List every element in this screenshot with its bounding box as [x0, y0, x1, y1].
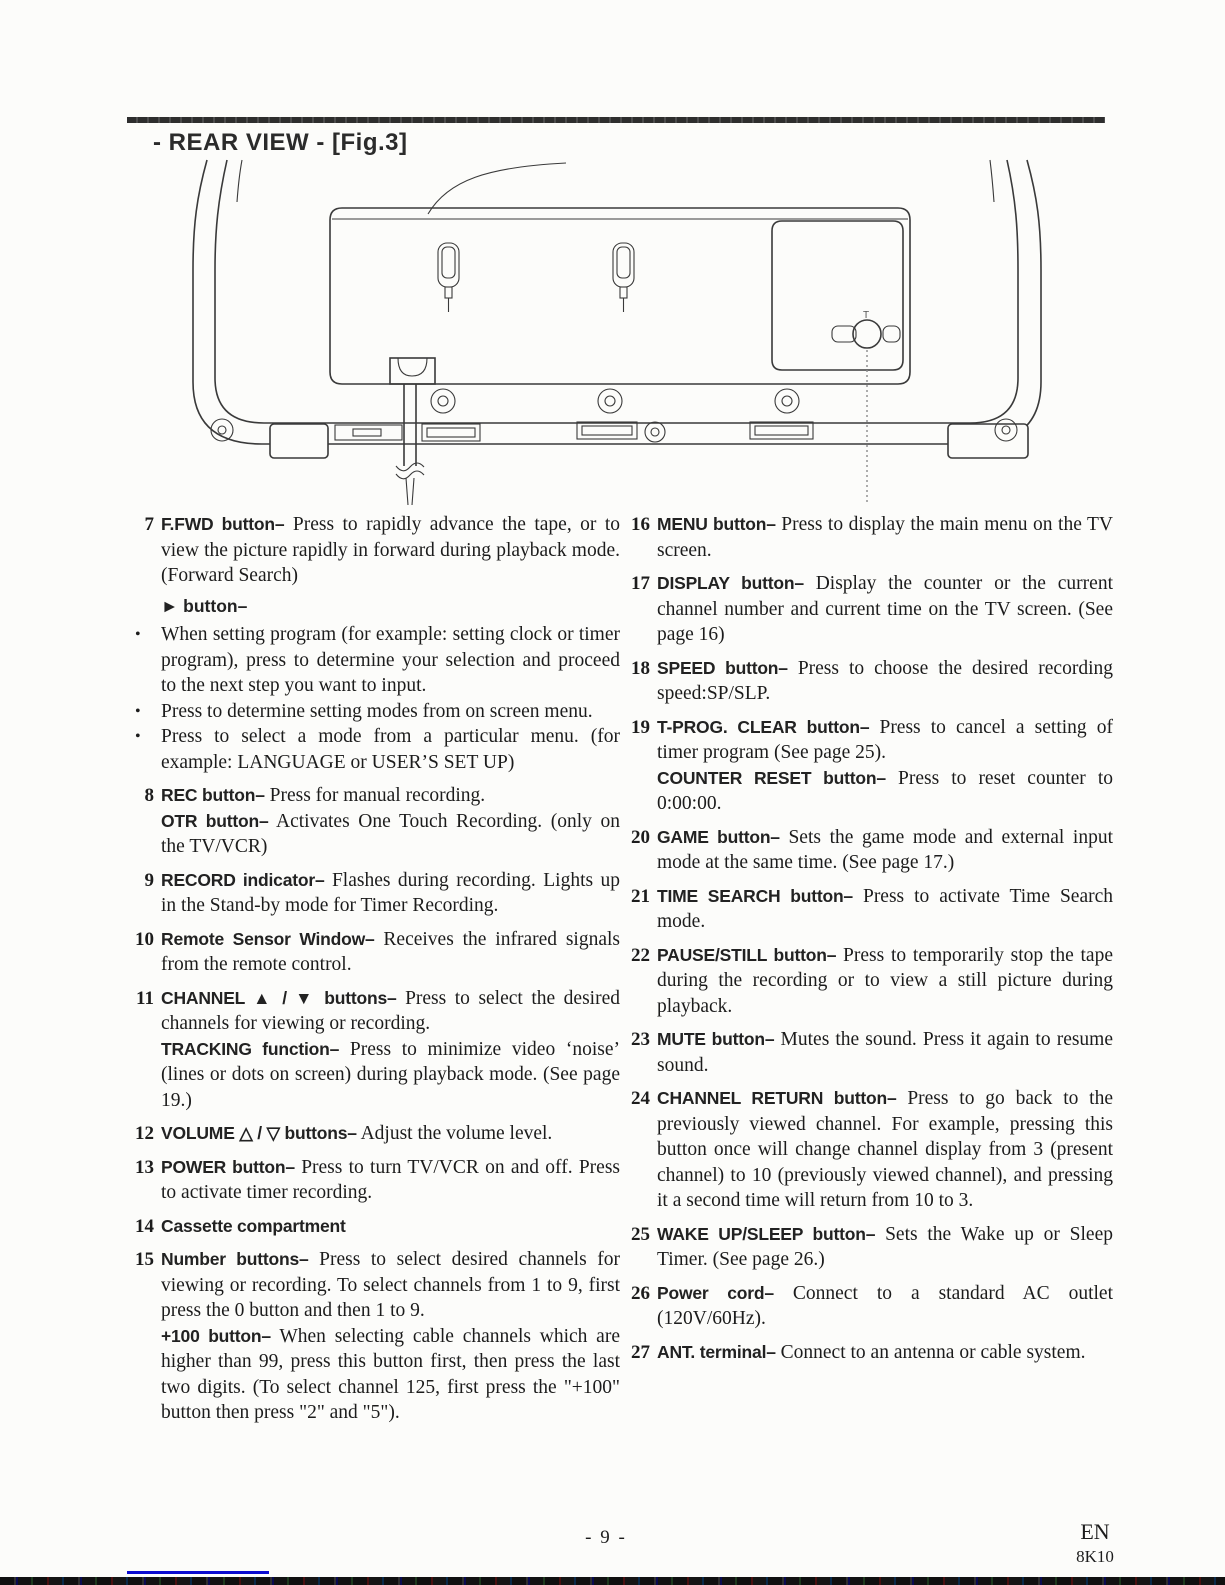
item-label: Number buttons– — [161, 1249, 309, 1269]
list-item — [624, 512, 1113, 563]
bullet-marker: • — [135, 728, 141, 745]
item-part — [161, 1037, 620, 1114]
item-label: POWER button– — [161, 1156, 295, 1177]
item-part — [657, 571, 1113, 648]
item-part — [657, 656, 1113, 707]
vent-hook-slot — [438, 243, 459, 312]
item-text: Connect to an antenna or cable system. — [780, 1341, 1086, 1363]
item-text: Activates One Touch Recording. (only on the TV/VCR) — [161, 810, 620, 857]
item-label: REC button– — [161, 785, 265, 805]
list-item — [624, 656, 1113, 707]
list-item — [624, 1281, 1113, 1332]
item-label: F.FWD button– — [161, 514, 285, 534]
screw — [431, 389, 455, 413]
cabinet-foot — [948, 424, 1028, 458]
item-text: Press to turn TV/VCR on and off. Press to activate timer recording. — [161, 1156, 621, 1203]
section-divider-rule — [127, 117, 1105, 123]
item-number: 26 — [631, 1282, 650, 1304]
item-part — [657, 943, 1113, 1020]
item-label: CHANNEL RETURN button– — [657, 1088, 897, 1108]
list-item — [128, 868, 620, 919]
bullet-item — [135, 699, 620, 725]
item-label: PAUSE/STILL button– — [657, 944, 837, 965]
item-number: 14 — [135, 1215, 154, 1237]
bullet-text: Press to determine setting modes from on screen menu. — [161, 700, 593, 722]
item-label: Remote Sensor Window– — [161, 928, 375, 949]
item-number: 12 — [135, 1123, 154, 1144]
item-text: Connect to a standard AC outlet (120V/60Hz). — [657, 1282, 1113, 1329]
list-item — [624, 1086, 1113, 1214]
cabinet-crop-line — [990, 160, 994, 202]
cabinet-crop-line — [237, 160, 242, 202]
item-label: Power cord– — [657, 1282, 774, 1303]
item-part — [657, 825, 1113, 876]
right-column — [624, 512, 1113, 1373]
scan-artifact-blue-line — [127, 1571, 269, 1574]
item-number: 24 — [631, 1088, 650, 1109]
item-part — [657, 512, 1113, 563]
cabinet-sweep-line — [428, 163, 566, 214]
list-item — [624, 1222, 1113, 1273]
item-number: 27 — [631, 1341, 650, 1363]
item-text: Press to minimize video ‘noise’ (lines or dots on screen) during playback mode. (See page 19.) — [161, 1038, 621, 1111]
list-item — [128, 512, 620, 775]
item-number: 11 — [136, 987, 154, 1009]
bullet-item — [135, 622, 620, 699]
cabinet-outline — [193, 160, 1041, 444]
item-number: 8 — [144, 785, 154, 806]
item-label: SPEED button– — [657, 657, 788, 678]
bullet-marker: • — [135, 626, 141, 643]
item-text: Press to select desired channels for viewing or recording. To select channels from 1 to 9, first press the 0 button and then 1 to 9. — [161, 1249, 620, 1321]
language-code: EN — [1080, 1519, 1110, 1544]
item-part — [161, 1121, 620, 1147]
item-part — [161, 783, 620, 809]
list-item — [128, 1155, 620, 1206]
item-text: Press to cancel a setting of timer program (See page 25). — [657, 716, 1113, 763]
item-text: Sets the Wake up or Sleep Timer. (See page 26.) — [657, 1223, 1113, 1270]
terminal-label: T — [863, 310, 870, 321]
item-text: Press to go back to the previously viewed channel. For example, pressing this button once will change channel display from 3 (present channel) to 10 (previously viewed channel), and pressing it a second time will return from 10 to 3. — [657, 1088, 1114, 1211]
item-number: 22 — [631, 944, 650, 966]
bullet-text: When setting program (for example: setting clock or timer program), press to determine your selection and proceed to the next step you want to input. — [161, 624, 620, 696]
item-text: Press to choose the desired recording speed:SP/SLP. — [657, 657, 1113, 704]
item-label: +100 button– — [161, 1325, 271, 1346]
item-number: 13 — [135, 1156, 154, 1178]
item-label: COUNTER RESET button– — [657, 767, 886, 788]
item-number: 16 — [631, 514, 650, 535]
item-text: Receives the infrared signals from the remote control. — [161, 928, 620, 975]
bullet-item — [135, 724, 620, 775]
list-item — [128, 1121, 620, 1147]
item-number: 15 — [135, 1249, 154, 1270]
item-part — [161, 1324, 620, 1426]
scan-artifact-noise-band — [0, 1577, 1225, 1585]
list-item — [128, 927, 620, 978]
vent-hook-slot — [613, 243, 634, 312]
bullet-marker: • — [135, 702, 141, 720]
item-part — [657, 1281, 1113, 1332]
item-number: 10 — [135, 928, 154, 950]
item-part — [657, 1222, 1113, 1273]
power-cord — [390, 358, 435, 505]
print-code: 8K10 — [1076, 1547, 1114, 1566]
item-number: 21 — [631, 885, 650, 907]
item-text: Press for manual recording. — [269, 785, 486, 806]
item-text: When selecting cable channels which are higher than 99, press this button first, then press the last two digits. (To select channel 125, first press the "+100" button then press "2" and "5"). — [161, 1325, 620, 1423]
item-subhead: ► button– — [161, 595, 248, 616]
item-label: WAKE UP/SLEEP button– — [657, 1223, 876, 1244]
list-item — [128, 1214, 620, 1240]
page-number: - 9 - — [585, 1527, 627, 1548]
bullet-text: Press to select a mode from a particular menu. (for example: LANGUAGE or USER’S SET UP) — [161, 726, 620, 773]
screw — [598, 389, 622, 413]
item-text: Press to display the main menu on the TV screen. — [657, 514, 1113, 561]
list-item — [624, 715, 1113, 817]
terminal-panel — [772, 221, 903, 370]
item-number: 9 — [144, 869, 154, 891]
item-text: Adjust the volume level. — [360, 1123, 553, 1144]
antenna-terminal — [832, 310, 900, 504]
item-part — [657, 766, 1113, 817]
item-text: Press to activate Time Search mode. — [657, 885, 1114, 932]
item-text: Press to temporarily stop the tape during the recording or to view a still picture during playback. — [657, 944, 1113, 1017]
item-part — [161, 1155, 620, 1206]
item-text: Flashes during recording. Lights up in the Stand-by mode for Timer Recording. — [161, 869, 621, 916]
item-number: 18 — [631, 657, 650, 679]
item-part — [161, 1214, 620, 1240]
item-part — [161, 927, 620, 978]
item-text: Display the counter or the current channel number and current time on the TV screen. (See page 16) — [657, 573, 1113, 645]
item-text: Press to rapidly advance the tape, or to view the picture rapidly in forward during playback mode. (Forward Search) — [161, 514, 621, 586]
item-label: Cassette compartment — [161, 1215, 346, 1236]
item-label: OTR button– — [161, 810, 269, 831]
item-number: 23 — [631, 1029, 650, 1050]
list-item — [128, 783, 620, 860]
list-item — [128, 986, 620, 1114]
list-item — [624, 571, 1113, 648]
item-part — [161, 809, 620, 860]
item-label: TIME SEARCH button– — [657, 885, 853, 906]
item-part — [161, 986, 620, 1037]
item-number: 25 — [631, 1223, 650, 1245]
screw — [775, 389, 799, 413]
item-part — [657, 1086, 1113, 1214]
item-label: ANT. terminal– — [657, 1341, 776, 1362]
item-text: Press to reset counter to 0:00:00. — [657, 767, 1114, 814]
item-number: 20 — [631, 826, 650, 848]
item-part — [657, 884, 1113, 935]
left-column — [128, 512, 620, 1434]
item-part — [161, 868, 620, 919]
corner-screw — [211, 419, 233, 441]
item-text: Sets the game mode and external input mode at the same time. (See page 17.) — [657, 826, 1114, 873]
item-part — [161, 512, 620, 589]
item-label: RECORD indicator– — [161, 869, 325, 890]
list-item — [128, 1247, 620, 1426]
list-item — [624, 884, 1113, 935]
item-label: TRACKING function– — [161, 1038, 340, 1059]
item-part — [657, 715, 1113, 766]
item-text: Mutes the sound. Press it again to resume sound. — [657, 1029, 1114, 1076]
list-item — [624, 1027, 1113, 1078]
bottom-vent-slots — [335, 422, 813, 442]
item-label: GAME button– — [657, 826, 780, 847]
item-part — [657, 1027, 1113, 1078]
list-item — [624, 1340, 1113, 1366]
figure-title: - REAR VIEW - [Fig.3] — [153, 129, 408, 156]
item-number: 19 — [631, 716, 650, 738]
item-label: DISPLAY button– — [657, 573, 804, 593]
item-number: 7 — [144, 514, 154, 535]
item-part — [161, 1247, 620, 1324]
item-label: MUTE button– — [657, 1029, 775, 1049]
item-label: MENU button– — [657, 514, 776, 534]
list-item — [624, 943, 1113, 1020]
rear-view-figure — [150, 158, 1105, 508]
item-label: T-PROG. CLEAR button– — [657, 716, 870, 737]
item-number: 17 — [631, 573, 650, 594]
item-text: Press to select the desired channels for viewing or recording. — [161, 987, 620, 1034]
list-item — [624, 825, 1113, 876]
cabinet-foot — [270, 424, 328, 458]
item-label: CHANNEL ▲ / ▼ buttons– — [161, 987, 397, 1008]
item-part — [657, 1340, 1113, 1366]
item-label: VOLUME △ / ▽ buttons– — [161, 1123, 357, 1143]
